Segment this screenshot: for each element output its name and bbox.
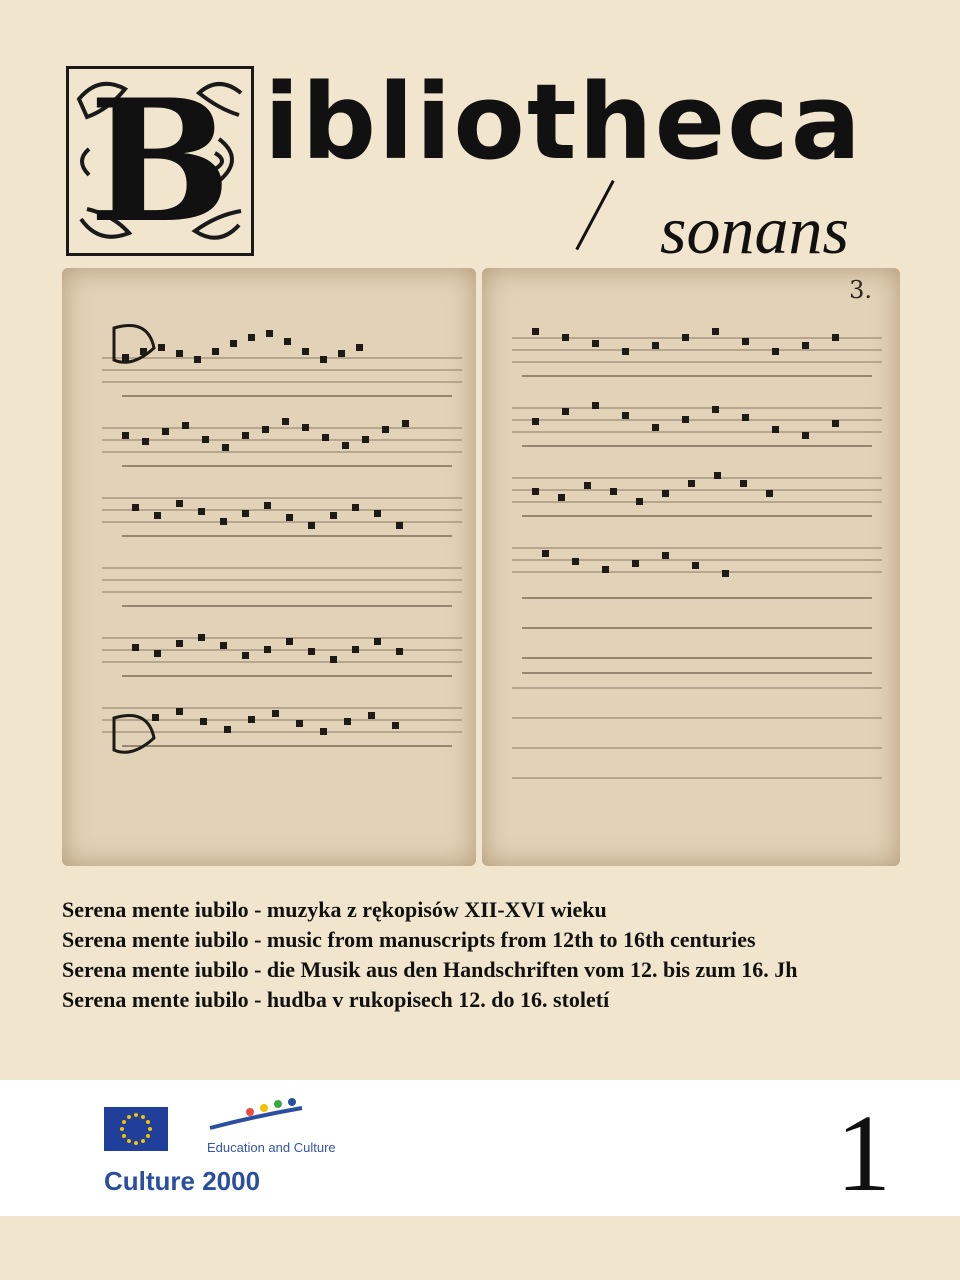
manuscript-image <box>62 268 900 866</box>
subtitle-text: sonans <box>660 192 849 268</box>
title-text: ibliotheca <box>264 61 863 183</box>
caption-czech: Serena mente iubilo - hudba v rukopisech 12. do 16. století <box>62 987 610 1012</box>
manuscript-page-number: 3. <box>849 276 872 304</box>
footer-bar <box>0 1080 960 1216</box>
caption-english: Serena mente iubilo - music from manuscripts from 12th to 16th centuries <box>62 927 756 952</box>
issue-number: 1 <box>836 1092 891 1214</box>
captions-block <box>62 895 942 1015</box>
music-staff-left <box>62 268 476 866</box>
bottom-band <box>0 1216 960 1280</box>
manuscript-page-right <box>482 268 900 866</box>
initial-letter: B <box>89 66 231 256</box>
music-staff-right <box>482 268 900 866</box>
education-culture-logo-icon <box>206 1094 306 1140</box>
title-slash <box>575 180 614 250</box>
education-culture-label: Education and Culture <box>207 1140 336 1155</box>
manuscript-page-left <box>62 268 476 866</box>
caption-polish: Serena mente iubilo - muzyka z rękopisów XII-XVI wieku <box>62 897 607 922</box>
caption-german: Serena mente iubilo - die Musik aus den Handschriften vom 12. bis zum 16. Jh <box>62 957 798 982</box>
ornamental-initial <box>66 66 254 256</box>
culture-2000-label: Culture 2000 <box>104 1166 261 1196</box>
eu-flag-icon <box>104 1107 168 1151</box>
